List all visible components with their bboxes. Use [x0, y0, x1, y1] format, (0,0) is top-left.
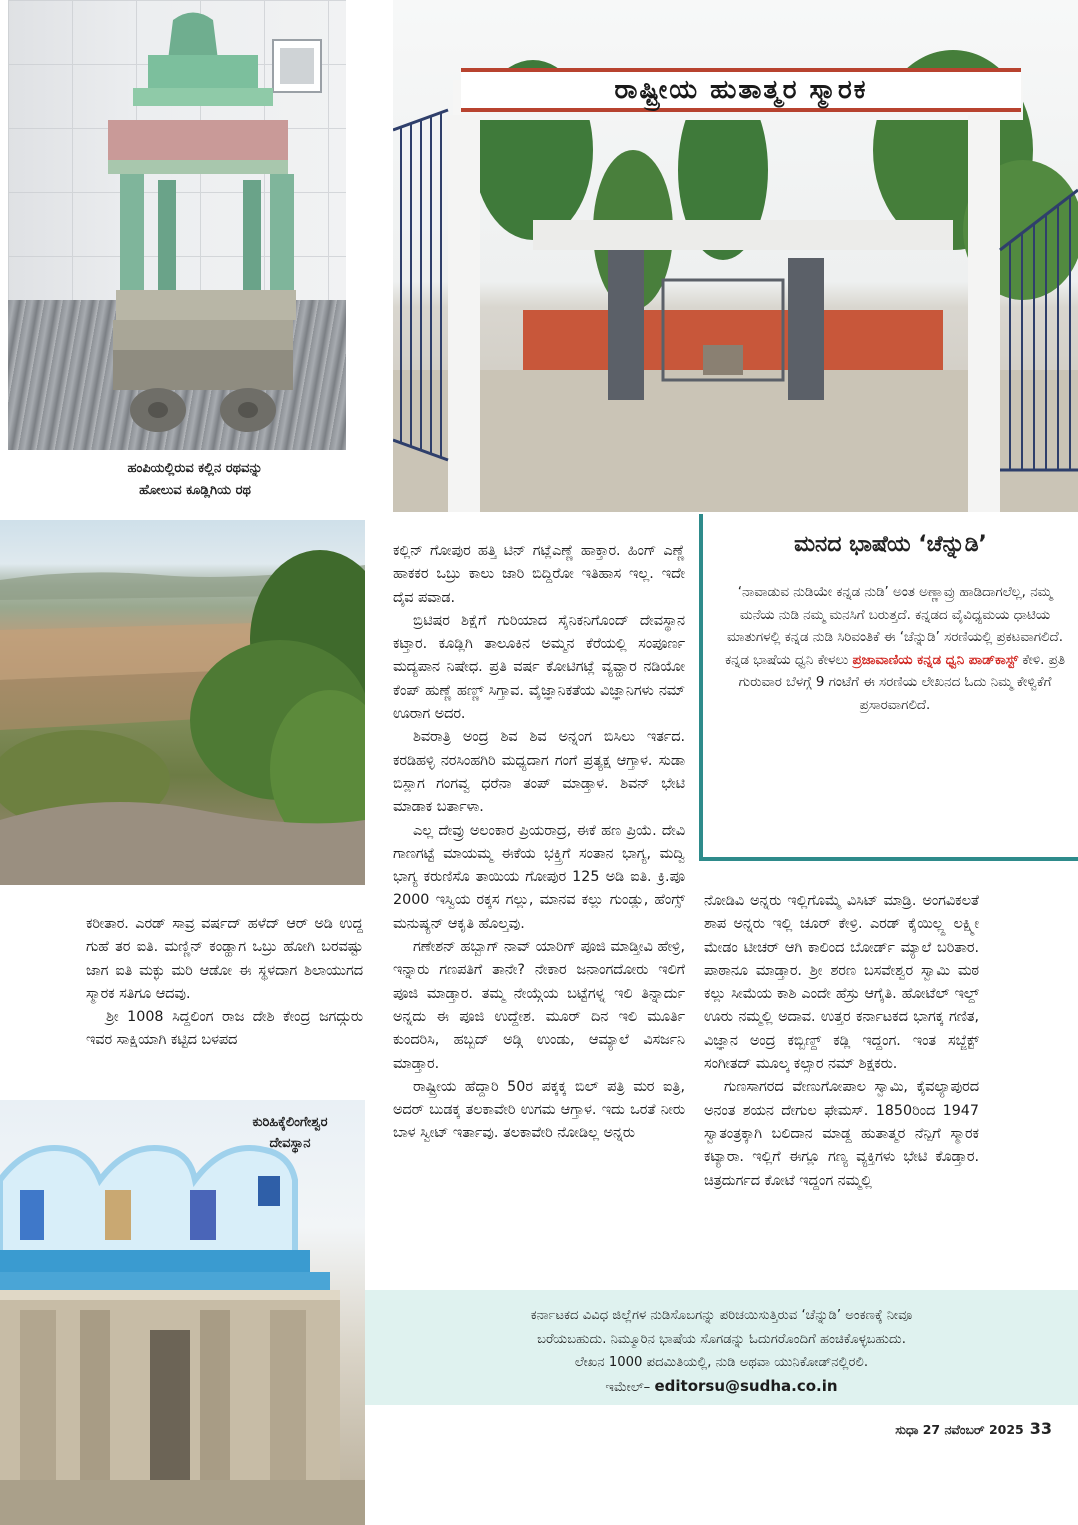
- photo-stone-chariot: [8, 0, 346, 450]
- chariot-illustration: [8, 0, 346, 450]
- page-number: 33: [1029, 1419, 1052, 1438]
- article-column-left: [86, 913, 363, 1053]
- submission-banner: [365, 1290, 1078, 1405]
- banner-email-row: [365, 1377, 1078, 1395]
- caption-chariot-line-1: ಹಂಪಿಯಲ್ಲಿರುವ ಕಲ್ಲಿನ ರಥವನ್ನು: [127, 461, 263, 476]
- sidebar-box-chennudi: [699, 514, 1078, 861]
- banner-email-label: ಇಮೇಲ್–: [605, 1380, 655, 1395]
- sidebar-title: ಮನದ ಭಾಷೆಯ ‘ಚೆನ್ನುಡಿ’: [794, 532, 987, 557]
- caption-temple-line-2: ದೇವಸ್ಥಾನ: [269, 1136, 311, 1151]
- article-paragraph: ಶ್ರೀ 1008 ಸಿದ್ದಲಿಂಗ ರಾಜ ದೇಶಿ ಕೇಂದ್ರ ಜಗದ್ಗುರು ಇವರ ಸಾಕ್ಷಿಯಾಗಿ ಕಟ್ಟಿದ ಬಳಪದ: [86, 1009, 363, 1049]
- article-column-middle: [393, 540, 685, 1146]
- article-paragraph: ರಾಷ್ಟ್ರೀಯ ಹೆದ್ದಾರಿ 50ರ ಪಕ್ಕಕ್ಕ ಬಿಲ್ ಪತ್ರಿ ಮರ ಐತ್ರಿ, ಅದರ್ ಬುಡಕ್ಕ ತಲಕಾವೇರಿ ಉಗಮ ಆಗ್ತಾಳ. ಇದು ಒರತೆ ನೀರು ಬಾಳ ಸ್ವೀಟ್ ಇರ್ತಾವು. ತಲಕಾವೇರಿ ನೋಡಿಲ್ಲ ಅನ್ನರು: [393, 1078, 685, 1142]
- sidebar-body-text-end: ಕೇಳಿ. ಪ್ರತಿ ಗುರುವಾರ ಬೆಳಗ್ಗೆ 9 ಗಂಟೆಗೆ ಈ ಸರಣಿಯ ಲೇಖನದ ಓದು ನಿಮ್ಮ ಕೇಳ್ವಿಕೆಗೆ ಪ್ರಸಾರವಾಗಲಿದೆ.: [738, 652, 1065, 713]
- banner-line-2: ಬರೆಯಬಹುದು. ನಿಮ್ಮೂರಿನ ಭಾಷೆಯ ಸೊಗಡನ್ನು ಓದುಗರೊಂದಿಗೆ ಹಂಚಿಕೊಳ್ಳಬಹುದು.: [537, 1332, 906, 1347]
- article-paragraph: ಕಲ್ಲಿನ್ ಗೋಪುರ ಹತ್ತಿ ಟಿನ್ ಗಟ್ಲೆಎಣ್ಣೆ ಹಾಕ್ತಾರ. ಹಿಂಗ್ ಎಣ್ಣೆ ಹಾಕಕರ ಒಬ್ರು ಕಾಲು ಜಾರಿ ಬಿದ್ದಿರೋ ಇತಿಹಾಸ ಇಲ್ಲ. ಇದೇ ದೈವ ಪವಾಡ.: [393, 543, 685, 606]
- email-link[interactable]: editorsu@sudha.co.in: [654, 1377, 838, 1395]
- caption-temple: [215, 1112, 365, 1154]
- article-column-right: [704, 890, 979, 1193]
- article-paragraph: ಶಿವರಾತ್ರಿ ಅಂದ್ರ ಶಿವ ಶಿವ ಅನ್ನಂಗ ಬಿಸಿಲು ಇರ್ತದ. ಕರಡಿಹಳ್ಳಿ ನರಸಿಂಹಗಿರಿ ಮಧ್ಯದಾಗ ಗಂಗೆ ಪ್ರತ್ಯಕ್ಷ ಆಗ್ತಾಳ. ಸುಡಾ ಬಿಸ್ಲಾಗ ಗಂಗವ್ವ ಧರೆನಾ ತಂಪ್ ಮಾಡ್ತಾಳ. ಶಿವನ್ ಭೇಟಿ ಮಾಡಾಕ ಬರ್ತಾಳಾ.: [393, 729, 685, 816]
- photo-martyrs-memorial: [393, 0, 1078, 512]
- landscape-illustration: [0, 520, 365, 885]
- sidebar-body-text: ‘ನಾವಾಡುವ ನುಡಿಯೇ ಕನ್ನಡ ನುಡಿ’ ಅಂತ ಅಣ್ಣಾವ್ರು ಹಾಡಿದಾಗಲೆಲ್ಲ, ನಮ್ಮ ಮನೆಯ ನುಡಿ ನಮ್ಮ ಮನಸಿಗೆ ಬರುತ್ತದೆ. ಕನ್ನಡದ ವೈವಿಧ್ಯಮಯ ಧಾಟಿಯ ಮಾತುಗಳಲ್ಲಿ ಕನ್ನಡ ನುಡಿ ಸಿರಿವಂತಿಕೆ ಈ ‘ಚೆನ್ನುಡಿ’ ಸರಣಿಯಲ್ಲಿ ಪ್ರಕಟವಾಗಲಿದೆ. ಕನ್ನಡ ಭಾಷೆಯ ಧ್ವನಿ ಕೇಳಲು: [725, 585, 1063, 668]
- temple-illustration: [0, 1100, 365, 1525]
- banner-line-3: ಲೇಖನ 1000 ಪದಮಿತಿಯಲ್ಲಿ, ನುಡಿ ಅಥವಾ ಯುನಿಕೋಡ್‌ನಲ್ಲಿರಲಿ.: [574, 1355, 869, 1370]
- caption-chariot-line-2: ಹೋಲುವ ಕೂಡ್ಲಿಗಿಯ ರಥ: [139, 483, 251, 498]
- caption-chariot: [20, 458, 370, 502]
- caption-temple-line-1: ಕುರಿಹಿಕ್ಕೆಲಿಂಗೇಶ್ವರ: [252, 1115, 328, 1130]
- article-paragraph: ಎಲ್ಲ ದೇವ್ರು ಅಲಂಕಾರ ಪ್ರಿಯರಾದ್ರ, ಈಕೆ ಹಣ ಪ್ರಿಯೆ. ದೇವಿ ಗಾಣಗಟ್ಟೆ ಮಾಯಮ್ಮ ಈಕೆಯ ಭಕ್ತ್ರಿಗೆ ಸಂತಾನ ಭಾಗ್ಯ, ಮದ್ವಿ ಭಾಗ್ಯ ಕರುಣಿಸೊ ತಾಯಿಯ ಗೋಪುರ 125 ಅಡಿ ಐತಿ. ಕ್ರಿ.ಪೂ 2000 ಇಸ್ವಿಯ ರಕ್ಕಸ ಗಲ್ಲು, ಮಾನವ ಕಲ್ಲು ಗುಂಡ್ಲು, ಹೆಂಗ್ಸ್ ಮನುಷ್ಯನ್ ಆಕೃತಿ ಹೊಲ್ತವು.: [393, 822, 685, 932]
- podcast-link[interactable]: ಪ್ರಜಾವಾಣಿಯ ಕನ್ನಡ ಧ್ವನಿ ಪಾಡ್‌ಕಾಸ್ಟ್: [852, 652, 1019, 668]
- page-footer: [895, 1419, 1052, 1438]
- sidebar-body: [725, 582, 1065, 718]
- article-paragraph: ನೋಡಿವಿ ಅನ್ನರು ಇಲ್ಲಿಗೊಮ್ಮೆ ವಿಸಿಟ್ ಮಾಡ್ರಿ. ಅಂಗವಿಕಲತೆ ಶಾಪ ಅನ್ನರು ಇಲ್ಲಿ ಚೂರ್ ಕೇಳ್ರಿ. ಎರಡ್ ಕೈಯಿಲ್ಲ್ದ ಲಕ್ಷ್ಮೀ ಮೇಡಂ ಟೀಚರ್ ಆಗಿ ಕಾಲಿಂದ ಬೋರ್ಡ್ ಮ್ಯಾಲೆ ಬರಿತಾರ. ಪಾಠಾನೂ ಮಾಡ್ತಾರ. ಶ್ರೀ ಶರಣ ಬಸವೇಶ್ವರ ಸ್ವಾಮಿ ಮಠ ಕಲ್ಲು ಸೀಮೆಯ ಕಾಶಿ ಎಂದೇ ಹೆಸ್ರು ಆಗೈತಿ. ಹೋಟೆಲ್ ಇಲ್ದ್ ಊರು ನಮ್ಮಲ್ಲಿ ಅದಾವ. ಉತ್ತರ ಕರ್ನಾಟಕದ ಭಾಗಕ್ಕ ಗಣಿತ, ವಿಜ್ಞಾನ ಅಂದ್ರ ಕಬ್ಬಿಣ್ದ್ ಕಡ್ಲಿ ಇದ್ದಂಗ. ಇಂತ ಸಬ್ಜೆಕ್ಟ್ ಸಂಗೀತದ್ ಮೂಲ್ಕ ಕಲ್ಸಾರ ನಮ್ ಶಿಕ್ಷಕರು.: [704, 893, 979, 1073]
- article-paragraph: ಗುಣಸಾಗರದ ವೇಣುಗೋಪಾಲ ಸ್ವಾಮಿ, ಕೈವಲ್ಯಾಪುರದ ಅನಂತ ಶಯನ ದೇಗುಲ ಫೇಮಸ್. 1850ರಿಂದ 1947 ಸ್ವಾತಂತ್ರಕ್ಕಾಗಿ ಬಲಿದಾನ ಮಾಡ್ದ ಹುತಾತ್ಮರ ನೆನ್ಪಿಗೆ ಸ್ಮಾರಕ ಕಟ್ಯಾರಾ. ಇಲ್ಲಿಗೆ ಈಗ್ಲೂ ಗಣ್ಯ ವ್ಯಕ್ತಿಗಳು ಭೇಟಿ ಕೊಡ್ತಾರ. ಚಿತ್ರದುರ್ಗದ ಕೋಟೆ ಇದ್ದಂಗ ನಮ್ಮಲ್ಲಿ: [704, 1079, 979, 1189]
- photo-landscape: [0, 520, 365, 885]
- banner-line-1: ಕರ್ನಾಟಕದ ವಿವಿಧ ಜಿಲ್ಲೆಗಳ ನುಡಿಸೊಬಗನ್ನು ಪರಿಚಯಿಸುತ್ತಿರುವ ‘ಚೆನ್ನುಡಿ’ ಅಂಕಣಕ್ಕೆ ನೀವೂ: [530, 1308, 913, 1323]
- magazine-date: ಸುಧಾ 27 ನವೆಂಬರ್ 2025: [895, 1422, 1024, 1437]
- article-paragraph: ಬ್ರಿಟಿಷರ ಶಿಕ್ಷೆಗೆ ಗುರಿಯಾದ ಸೈನಿಕನಿಗೊಂದ್ ದೇವಸ್ಥಾನ ಕಟ್ತಾರ. ಕೂಡ್ಲಿಗಿ ತಾಲೂಕಿನ ಅಮ್ಮನ ಕೆರೆಯಲ್ಲಿ ಸಂಪೂರ್ಣ ಮದ್ಯಪಾನ ನಿಷೇಧ. ಪ್ರತಿ ವರ್ಷ ಕೋಟಿಗಟ್ಲೆ ವ್ಯವ್ಹಾರ ನಡಿಯೋ ಕೆಂಪ್ ಹುಣ್ಣೆ ಹಣ್ಣ್ ಸಿಗ್ತಾವ. ವೈಜ್ಞಾನಿಕತೆಯ ವಿಜ್ಞಾನಿಗಳು ನಮ್ ಊರಾಗ ಅದರ.: [393, 612, 685, 723]
- memorial-sign-board: ರಾಷ್ಟ್ರೀಯ ಹುತಾತ್ಮರ ಸ್ಮಾರಕ: [461, 68, 1021, 112]
- article-paragraph: ಕರೀತಾರ. ಎರಡ್ ಸಾವ್ರ ವರ್ಷದ್ ಹಳೆದ್ ಆರ್ ಅಡಿ ಉದ್ದ ಗುಹೆ ತರ ಐತಿ. ಮಣ್ಣಿನ್ ಕಂಡ್ಹಾಗ ಒಬ್ರು ಹೋಗಿ ಬರವಷ್ಟು ಜಾಗ ಐತಿ ಮಕ್ಳು ಮರಿ ಆಡೋ ಈ ಸ್ಥಳದಾಗ ಶಿಲಾಯುಗದ ಸ್ಮಾರಕ ಸತಿಗೂ ಆದವು.: [86, 916, 363, 1002]
- photo-temple: [0, 1100, 365, 1525]
- article-paragraph: ಗಣೇಶನ್ ಹಬ್ಬಾಗ್ ನಾವ್ ಯಾರಿಗ್ ಪೂಜಿ ಮಾಡ್ತೀವಿ ಹೇಳ್ರಿ, ಇನ್ನಾರು ಗಣಪತಿಗೆ ತಾನೇ? ನೇಕಾರ ಜನಾಂಗದೋರು ಇಲಿಗೆ ಪೂಜಿ ಮಾಡ್ತಾರ. ತಮ್ಮ ನೇಯ್ಗೆಯ ಬಟ್ಟೆಗಳ್ನ ಇಲಿ ತಿನ್ನಾರ್ದು ಅನ್ನದು ಈ ಪೂಜಿ ಉದ್ದೇಶ. ಮೂರ್ ದಿನ ಇಲಿ ಮೂರ್ತಿ ಕುಂದರಿಸಿ, ಹಬ್ಬದ್ ಅಡ್ಗಿ ಉಂಡು, ಆಮ್ಯಾಲೆ ವಿಸರ್ಜನಿ ಮಾಡ್ತಾರ.: [393, 939, 685, 1072]
